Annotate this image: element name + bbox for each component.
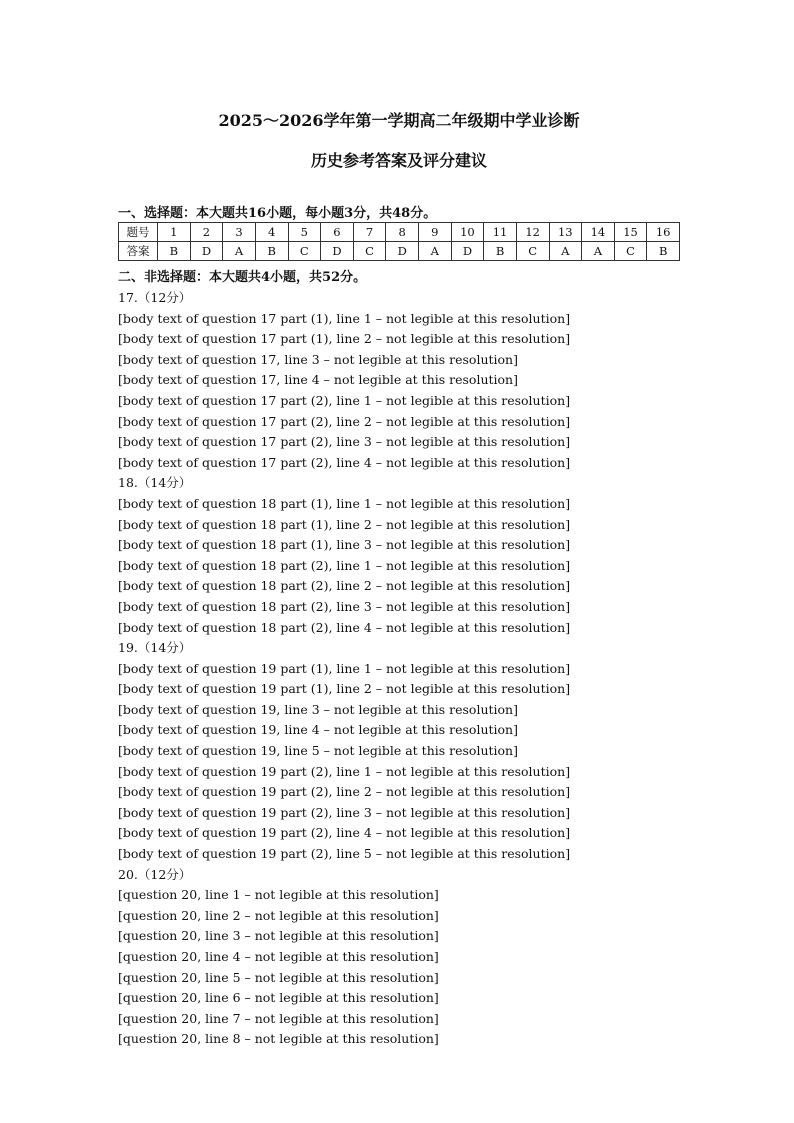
answer-text-line: [body text of question 17, line 3 – not legible at this resolution]	[118, 351, 518, 367]
answer-cell: D	[386, 242, 419, 261]
answer-text-line: [body text of question 19 part (2), line 5 – not legible at this resolution]	[118, 846, 571, 862]
question-number-cell: 15	[614, 223, 647, 242]
question-number-row	[119, 223, 680, 242]
question-number-cell: 3	[223, 223, 256, 242]
question-number-cell: 4	[255, 223, 288, 242]
answer-cell: D	[190, 242, 223, 261]
question-number-cell: 2	[190, 223, 223, 242]
answer-text-line: [body text of question 17 part (2), line 3 – not legible at this resolution]	[118, 434, 571, 450]
answer-cell: C	[353, 242, 386, 261]
answer-text-line: [question 20, line 8 – not legible at this resolution]	[118, 1031, 439, 1047]
answer-cell: C	[288, 242, 321, 261]
answer-text-line: [question 20, line 1 – not legible at this resolution]	[118, 887, 439, 903]
answer-text-line: [body text of question 19 part (2), line 3 – not legible at this resolution]	[118, 804, 571, 820]
answer-text-line: [body text of question 17 part (2), line 4 – not legible at this resolution]	[118, 454, 571, 470]
answer-text-line: [question 20, line 3 – not legible at this resolution]	[118, 928, 439, 944]
answer-text-line: [body text of question 19 part (1), line 2 – not legible at this resolution]	[118, 681, 571, 697]
answer-row	[119, 242, 680, 261]
question-number-cell: 7	[353, 223, 386, 242]
answer-table	[118, 222, 680, 261]
question-heading: 20.（12分）	[118, 866, 192, 882]
section-1-heading: 一、选择题：本大题共16小题，每小题3分，共48分。	[118, 206, 437, 221]
question-number-cell: 9	[419, 223, 452, 242]
question-heading: 18.（14分）	[118, 475, 192, 491]
answer-text-line: [body text of question 18 part (1), line 3 – not legible at this resolution]	[118, 537, 571, 553]
answer-text-line: [body text of question 19, line 4 – not legible at this resolution]	[118, 722, 518, 738]
answer-text-line: [body text of question 18 part (2), line 4 – not legible at this resolution]	[118, 619, 571, 635]
answer-cell: B	[255, 242, 288, 261]
answer-text-line: [body text of question 18 part (1), line 1 – not legible at this resolution]	[118, 495, 571, 511]
answer-text-line: [body text of question 19 part (2), line 4 – not legible at this resolution]	[118, 825, 571, 841]
answer-cell: A	[223, 242, 256, 261]
row-label-answer: 答案	[119, 242, 158, 261]
question-number-cell: 5	[288, 223, 321, 242]
question-heading: 19.（14分）	[118, 640, 192, 656]
answer-text-line: [body text of question 19 part (2), line 1 – not legible at this resolution]	[118, 763, 571, 779]
answer-cell: D	[451, 242, 484, 261]
answer-cell: C	[614, 242, 647, 261]
question-heading: 17.（12分）	[118, 290, 192, 305]
answer-text-line: [body text of question 17 part (1), line 1 – not legible at this resolution]	[118, 310, 571, 326]
answer-body	[118, 288, 680, 1050]
row-label-question: 题号	[119, 223, 158, 242]
answer-cell: D	[321, 242, 354, 261]
answer-text-line: [body text of question 19 part (2), line 2 – not legible at this resolution]	[118, 784, 571, 800]
question-number-cell: 12	[516, 223, 549, 242]
answer-text-line: [body text of question 17 part (1), line 2 – not legible at this resolution]	[118, 331, 571, 347]
answer-text-line: [body text of question 18 part (2), line 3 – not legible at this resolution]	[118, 598, 571, 614]
answer-text-line: [question 20, line 7 – not legible at this resolution]	[118, 1010, 439, 1026]
answer-cell: A	[549, 242, 582, 261]
answer-text-line: [body text of question 19, line 3 – not legible at this resolution]	[118, 701, 518, 717]
answer-text-line: [body text of question 17 part (2), line 1 – not legible at this resolution]	[118, 392, 571, 408]
question-number-cell: 8	[386, 223, 419, 242]
answer-cell: C	[516, 242, 549, 261]
answer-text-line: [body text of question 18 part (2), line 2 – not legible at this resolution]	[118, 578, 571, 594]
question-number-cell: 14	[582, 223, 615, 242]
answer-text-line: [body text of question 17 part (2), line 2 – not legible at this resolution]	[118, 413, 571, 429]
answer-cell: B	[158, 242, 191, 261]
answer-text-line: [question 20, line 4 – not legible at this resolution]	[118, 949, 439, 964]
document-title: 2025～2026学年第一学期高二年级期中学业诊断	[218, 111, 580, 130]
question-number-cell: 10	[451, 223, 484, 242]
answer-text-line: [body text of question 19, line 5 – not legible at this resolution]	[118, 743, 518, 759]
answer-text-line: [question 20, line 2 – not legible at this resolution]	[118, 907, 439, 923]
answer-text-line: [question 20, line 5 – not legible at this resolution]	[118, 969, 439, 985]
answer-text-line: [body text of question 17, line 4 – not legible at this resolution]	[118, 372, 518, 388]
answer-cell: B	[647, 242, 680, 261]
answer-cell: B	[484, 242, 517, 261]
answer-text-line: [body text of question 19 part (1), line 1 – not legible at this resolution]	[118, 660, 571, 676]
answer-text-line: [body text of question 18 part (2), line 1 – not legible at this resolution]	[118, 557, 571, 573]
question-number-cell: 6	[321, 223, 354, 242]
question-number-cell: 1	[158, 223, 191, 242]
answer-cell: A	[419, 242, 452, 261]
answer-text-line: [question 20, line 6 – not legible at this resolution]	[118, 990, 439, 1006]
answer-cell: A	[582, 242, 615, 261]
section-2-heading: 二、非选择题：本大题共4小题，共52分。	[118, 270, 367, 285]
answer-text-line: [body text of question 18 part (1), line 2 – not legible at this resolution]	[118, 516, 571, 532]
question-number-cell: 16	[647, 223, 680, 242]
question-number-cell: 11	[484, 223, 517, 242]
document-subtitle: 历史参考答案及评分建议	[310, 151, 487, 170]
question-number-cell: 13	[549, 223, 582, 242]
